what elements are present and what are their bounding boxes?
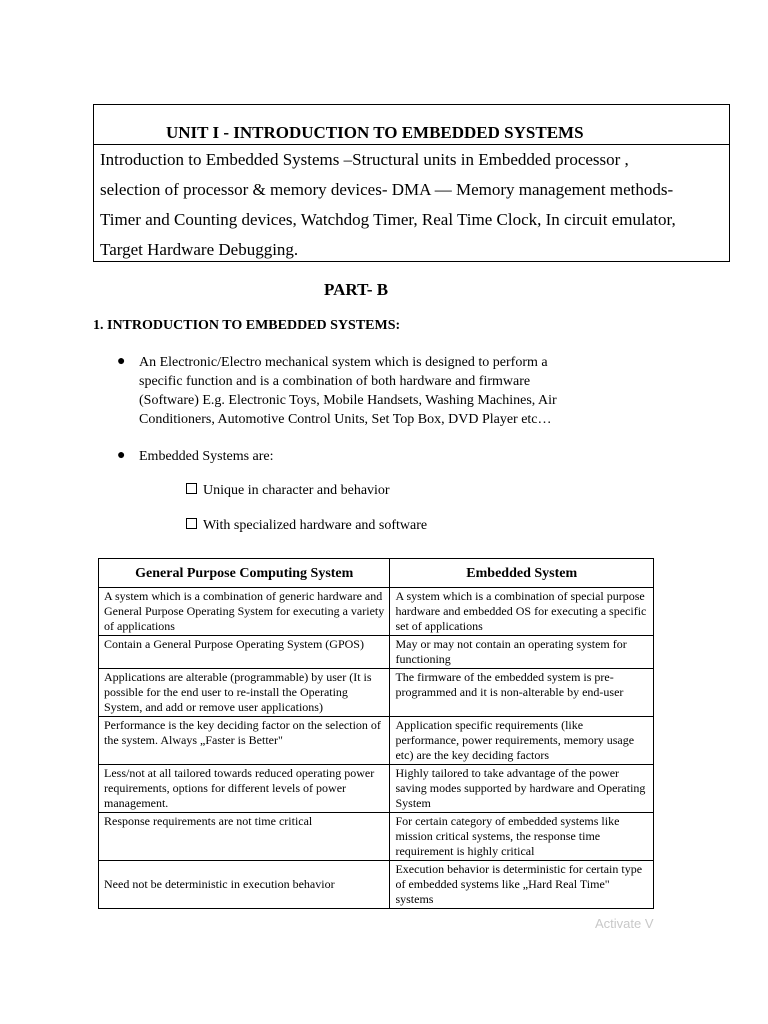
sub-item-text: Unique in character and behavior xyxy=(203,483,390,498)
table-cell: May or may not contain an operating system for functioning xyxy=(390,636,654,669)
table-cell: Less/not at all tailored towards reduced operating power requirements, options for different levels of power management. xyxy=(99,765,390,813)
table-cell: Execution behavior is deterministic for certain type of embedded systems like „Hard Real Time" systems xyxy=(390,861,654,909)
table-row xyxy=(99,717,654,765)
table-cell: For certain category of embedded systems like mission critical systems, the response time requirement is highly critical xyxy=(390,813,654,861)
checkbox-icon xyxy=(186,483,197,494)
bullet-marker: ● xyxy=(117,354,126,369)
unit-title: UNIT I - INTRODUCTION TO EMBEDDED SYSTEMS xyxy=(94,105,729,145)
table-cell: Application specific requirements (like performance, power requirements, memory usage etc) are the key deciding factors xyxy=(390,717,654,765)
section-heading: 1. INTRODUCTION TO EMBEDDED SYSTEMS: xyxy=(93,318,401,333)
sub-item xyxy=(186,518,427,534)
table-cell: Contain a General Purpose Operating System (GPOS) xyxy=(99,636,390,669)
bullet-line: An Electronic/Electro mechanical system which is designed to perform a xyxy=(139,355,548,370)
table-header: Embedded System xyxy=(390,559,654,588)
table-header-row xyxy=(99,559,654,588)
sub-item xyxy=(186,483,390,499)
table-cell: A system which is a combination of special purpose hardware and embedded OS for executing a specific set of applications xyxy=(390,588,654,636)
bullet-line: Embedded Systems are: xyxy=(139,449,274,464)
bullet-marker: ● xyxy=(117,448,126,463)
bullet-line: (Software) E.g. Electronic Toys, Mobile Handsets, Washing Machines, Air xyxy=(139,393,557,408)
table-row xyxy=(99,861,654,909)
sub-item-text: With specialized hardware and software xyxy=(203,518,428,533)
table-cell: The firmware of the embedded system is pre-programmed and it is non-alterable by end-user xyxy=(390,669,654,717)
unit-description-line: selection of processor & memory devices- DMA — Memory management methods- xyxy=(100,180,674,199)
table-cell: Performance is the key deciding factor on the selection of the system. Always „Faster is Better" xyxy=(99,717,390,765)
table-row xyxy=(99,669,654,717)
table-cell: Highly tailored to take advantage of the power saving modes supported by hardware and Operating System xyxy=(390,765,654,813)
bullet-line: Conditioners, Automotive Control Units, Set Top Box, DVD Player etc… xyxy=(139,412,552,427)
table-row xyxy=(99,813,654,861)
unit-description-line: Introduction to Embedded Systems –Structural units in Embedded processor , xyxy=(100,150,629,169)
checkbox-icon xyxy=(186,518,197,529)
table-cell: Applications are alterable (programmable) by user (It is possible for the end user to re-install the Operating System, and add or remove user applications) xyxy=(99,669,390,717)
table-header: General Purpose Computing System xyxy=(99,559,390,588)
unit-description xyxy=(100,145,725,265)
table-row xyxy=(99,765,654,813)
bullet-line: specific function and is a combination of both hardware and firmware xyxy=(139,374,531,389)
table-row xyxy=(99,636,654,669)
unit-description-line: Timer and Counting devices, Watchdog Timer, Real Time Clock, In circuit emulator, xyxy=(100,210,676,229)
table-cell: Need not be deterministic in execution behavior xyxy=(99,861,390,909)
unit-description-line: Target Hardware Debugging. xyxy=(100,240,299,259)
part-heading: PART- B xyxy=(324,280,389,299)
table-row xyxy=(99,588,654,636)
unit-box xyxy=(93,104,730,262)
activation-watermark: Activate V xyxy=(595,916,654,931)
table-cell: A system which is a combination of generic hardware and General Purpose Operating System for executing a variety of applications xyxy=(99,588,390,636)
comparison-table xyxy=(98,558,654,909)
table-cell: Response requirements are not time critical xyxy=(99,813,390,861)
bullet-text xyxy=(139,447,629,466)
bullet-text xyxy=(139,353,629,429)
